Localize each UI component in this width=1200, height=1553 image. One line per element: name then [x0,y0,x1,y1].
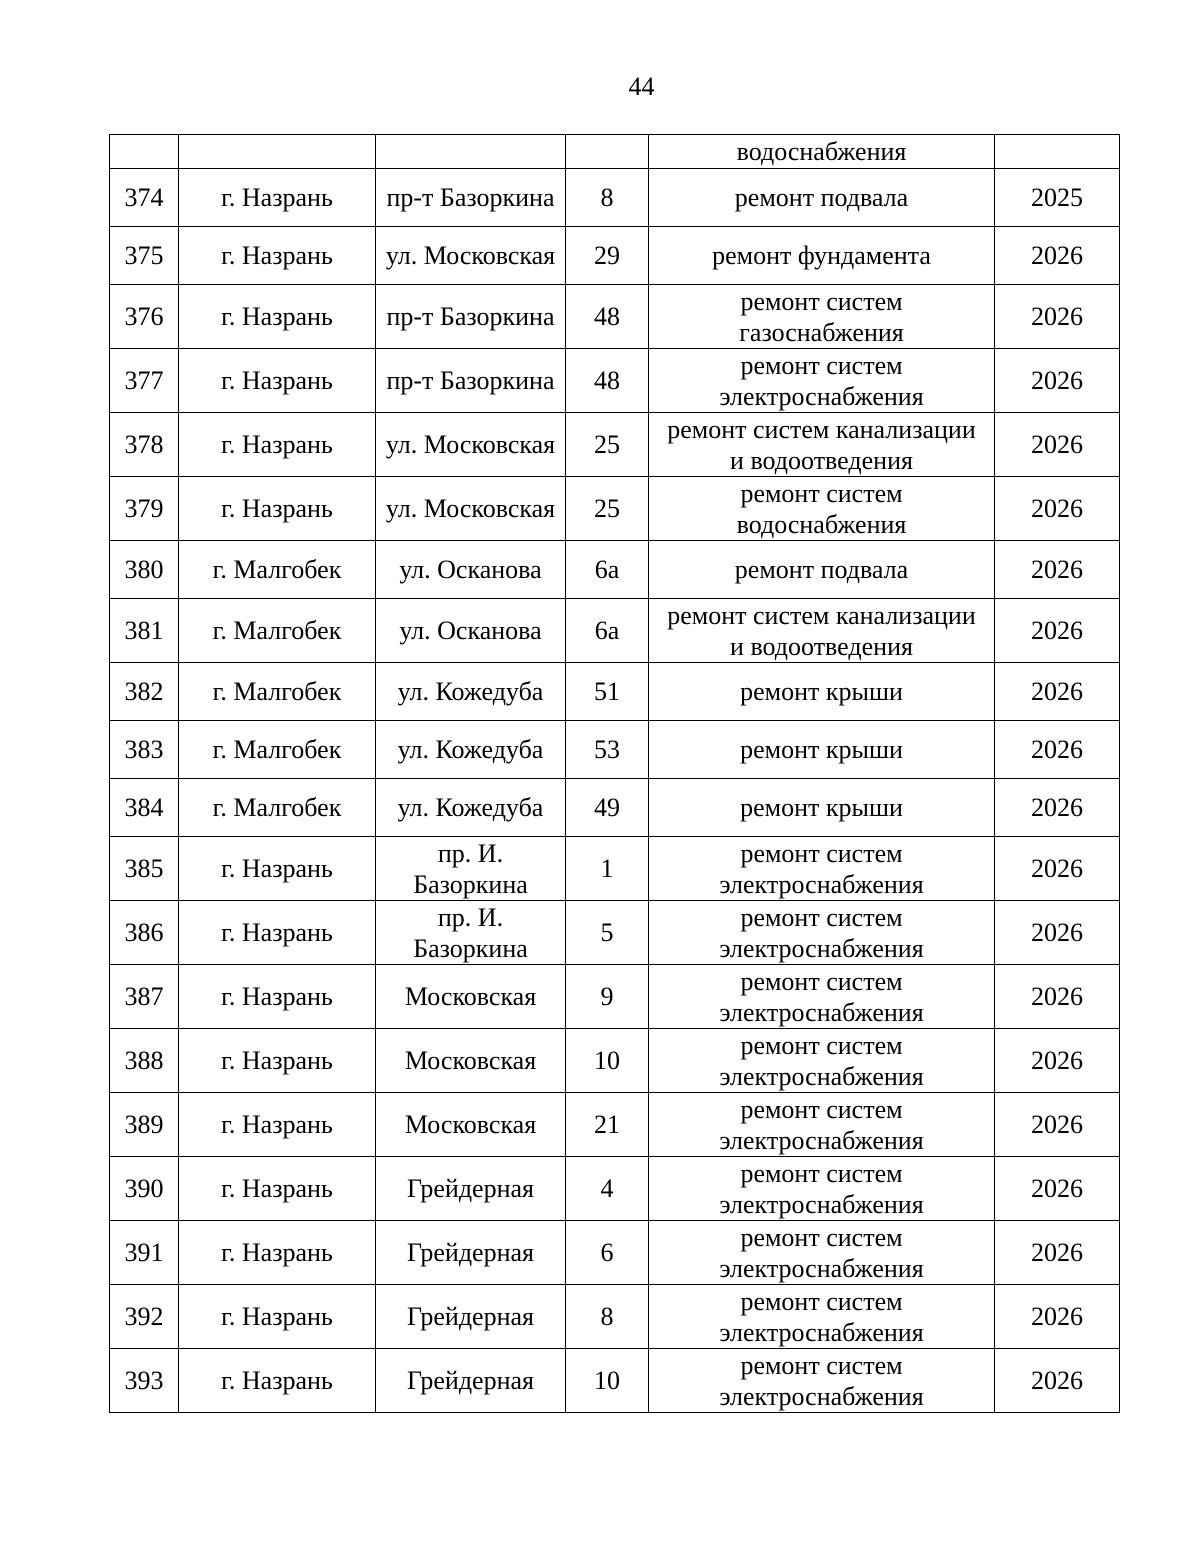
cell-street: Московская [376,965,566,1029]
cell-city: г. Малгобек [179,599,376,663]
table-row [110,901,1120,965]
cell-work [649,477,995,541]
cell-num: 389 [110,1093,179,1157]
cell-num: 387 [110,965,179,1029]
cell-city: г. Назрань [179,285,376,349]
cell-year: 2026 [995,349,1120,413]
cell-city: г. Назрань [179,837,376,901]
cell-num: 374 [110,169,179,227]
cell-city: г. Назрань [179,965,376,1029]
cell-street: пр-т Базоркина [376,349,566,413]
cell-year [995,135,1120,169]
cell-work [649,965,995,1029]
cell-num: 392 [110,1285,179,1349]
table-row [110,477,1120,541]
table-row [110,1157,1120,1221]
table-row [110,663,1120,721]
cell-work-line-2: электроснабжения [719,1317,924,1347]
cell-work-line-2: и водоотведения [730,445,913,475]
cell-num: 385 [110,837,179,901]
cell-house: 25 [566,413,649,477]
cell-work-line-1: ремонт систем [740,478,903,508]
cell-num: 379 [110,477,179,541]
cell-house: 6а [566,541,649,599]
cell-work [649,1221,995,1285]
cell-year: 2026 [995,1029,1120,1093]
cell-work: ремонт подвала [649,541,995,599]
cell-work-line-2: электроснабжения [719,1061,924,1091]
cell-street: Грейдерная [376,1221,566,1285]
table-row [110,779,1120,837]
cell-year: 2026 [995,541,1120,599]
cell-num: 375 [110,227,179,285]
cell-street-line-1: пр. И. [437,838,504,868]
cell-street: ул. Кожедуба [376,779,566,837]
cell-house: 10 [566,1349,649,1413]
works-table [109,134,1120,1413]
table-row [110,1285,1120,1349]
cell-work-line-2: электроснабжения [719,1125,924,1155]
cell-house: 4 [566,1157,649,1221]
table-row [110,599,1120,663]
cell-work-line-1: ремонт систем [740,1222,903,1252]
cell-house: 8 [566,169,649,227]
cell-street-line-1: пр. И. [437,902,504,932]
cell-work [649,1093,995,1157]
cell-house: 53 [566,721,649,779]
cell-work [649,349,995,413]
cell-street: ул. Кожедуба [376,663,566,721]
cell-num [110,135,179,169]
cell-work-line-1: ремонт систем канализации [667,414,976,444]
cell-house: 49 [566,779,649,837]
cell-street: Грейдерная [376,1349,566,1413]
cell-house: 25 [566,477,649,541]
cell-year: 2026 [995,901,1120,965]
cell-city: г. Назрань [179,1093,376,1157]
cell-year: 2026 [995,227,1120,285]
cell-street [376,901,566,965]
cell-house [566,135,649,169]
cell-street: Московская [376,1029,566,1093]
cell-work-line-1: ремонт систем [740,350,903,380]
cell-num: 390 [110,1157,179,1221]
cell-city: г. Малгобек [179,779,376,837]
cell-work-line-1: ремонт систем [740,902,903,932]
cell-city: г. Назрань [179,349,376,413]
cell-house: 48 [566,285,649,349]
cell-street: ул. Осканова [376,541,566,599]
cell-work-line-2: электроснабжения [719,1253,924,1283]
cell-city: г. Назрань [179,1349,376,1413]
cell-work-line-2: электроснабжения [719,997,924,1027]
cell-work [649,1029,995,1093]
cell-year: 2026 [995,477,1120,541]
cell-num: 376 [110,285,179,349]
cell-num: 386 [110,901,179,965]
cell-work: ремонт подвала [649,169,995,227]
cell-street: Грейдерная [376,1285,566,1349]
cell-street: ул. Московская [376,227,566,285]
table-row [110,169,1120,227]
cell-work-line-1: ремонт систем [740,838,903,868]
table-row [110,413,1120,477]
cell-year: 2026 [995,1093,1120,1157]
cell-num: 377 [110,349,179,413]
cell-city: г. Назрань [179,1029,376,1093]
cell-work [649,901,995,965]
cell-work [649,1285,995,1349]
cell-street: ул. Московская [376,477,566,541]
cell-city: г. Назрань [179,169,376,227]
cell-city: г. Малгобек [179,721,376,779]
cell-city: г. Назрань [179,1157,376,1221]
cell-num: 388 [110,1029,179,1093]
cell-year: 2026 [995,779,1120,837]
cell-year: 2026 [995,837,1120,901]
cell-work-line-2: и водоотведения [730,631,913,661]
cell-num: 393 [110,1349,179,1413]
cell-house: 9 [566,965,649,1029]
table-row [110,1349,1120,1413]
cell-house: 29 [566,227,649,285]
cell-work [649,285,995,349]
cell-street-line-2: Базоркина [413,933,528,963]
cell-street: Грейдерная [376,1157,566,1221]
cell-num: 391 [110,1221,179,1285]
cell-year: 2026 [995,1349,1120,1413]
cell-house: 5 [566,901,649,965]
table-row [110,965,1120,1029]
table-row-continuation [110,135,1120,169]
cell-city: г. Назрань [179,1221,376,1285]
cell-year: 2026 [995,599,1120,663]
cell-year: 2026 [995,965,1120,1029]
cell-house: 1 [566,837,649,901]
cell-house: 6а [566,599,649,663]
cell-work [649,837,995,901]
cell-work-line-2: электроснабжения [719,1189,924,1219]
cell-work-line-1: ремонт систем [740,1030,903,1060]
cell-year: 2026 [995,285,1120,349]
cell-street: ул. Осканова [376,599,566,663]
cell-city: г. Назрань [179,901,376,965]
cell-city: г. Малгобек [179,541,376,599]
table-row [110,1029,1120,1093]
table-row [110,541,1120,599]
cell-city: г. Назрань [179,413,376,477]
cell-city [179,135,376,169]
cell-city: г. Малгобек [179,663,376,721]
cell-num: 383 [110,721,179,779]
cell-work-line-1: ремонт систем [740,1158,903,1188]
cell-street [376,837,566,901]
cell-work-line-1: ремонт систем [740,286,903,316]
cell-work-line-2: водоснабжения [736,509,907,539]
cell-street: Московская [376,1093,566,1157]
cell-work [649,1349,995,1413]
cell-work: ремонт крыши [649,779,995,837]
cell-street: ул. Кожедуба [376,721,566,779]
cell-work: ремонт фундамента [649,227,995,285]
cell-year: 2025 [995,169,1120,227]
cell-work-line-2: газоснабжения [739,317,904,347]
cell-street [376,135,566,169]
cell-work: ремонт крыши [649,663,995,721]
cell-city: г. Назрань [179,227,376,285]
cell-work-line-2: электроснабжения [719,933,924,963]
cell-work-line-1: ремонт систем канализации [667,600,976,630]
cell-street: пр-т Базоркина [376,285,566,349]
table-row [110,1221,1120,1285]
cell-work-line-2: электроснабжения [719,869,924,899]
cell-work-line-2: электроснабжения [719,381,924,411]
table-row [110,721,1120,779]
cell-year: 2026 [995,1285,1120,1349]
cell-street-line-2: Базоркина [413,869,528,899]
cell-house: 51 [566,663,649,721]
cell-num: 381 [110,599,179,663]
cell-city: г. Назрань [179,1285,376,1349]
table-row [110,227,1120,285]
cell-num: 382 [110,663,179,721]
cell-work-line-1: ремонт систем [740,1350,903,1380]
table-row [110,285,1120,349]
table-row [110,837,1120,901]
table-body [110,135,1120,1413]
cell-house: 48 [566,349,649,413]
cell-house: 8 [566,1285,649,1349]
cell-year: 2026 [995,721,1120,779]
cell-work [649,413,995,477]
cell-house: 10 [566,1029,649,1093]
cell-work-line-1: ремонт систем [740,966,903,996]
cell-house: 21 [566,1093,649,1157]
cell-work-line-1: ремонт систем [740,1286,903,1316]
cell-num: 384 [110,779,179,837]
cell-year: 2026 [995,413,1120,477]
cell-street: ул. Московская [376,413,566,477]
page-number: 44 [628,72,655,101]
cell-street: пр-т Базоркина [376,169,566,227]
cell-house: 6 [566,1221,649,1285]
cell-num: 378 [110,413,179,477]
cell-work: ремонт крыши [649,721,995,779]
table-row [110,349,1120,413]
cell-work-line-1: ремонт систем [740,1094,903,1124]
cell-year: 2026 [995,1157,1120,1221]
cell-year: 2026 [995,1221,1120,1285]
cell-year: 2026 [995,663,1120,721]
cell-work: водоснабжения [649,135,995,169]
cell-city: г. Назрань [179,477,376,541]
cell-num: 380 [110,541,179,599]
cell-work-line-2: электроснабжения [719,1381,924,1411]
cell-work [649,599,995,663]
cell-work [649,1157,995,1221]
table-row [110,1093,1120,1157]
